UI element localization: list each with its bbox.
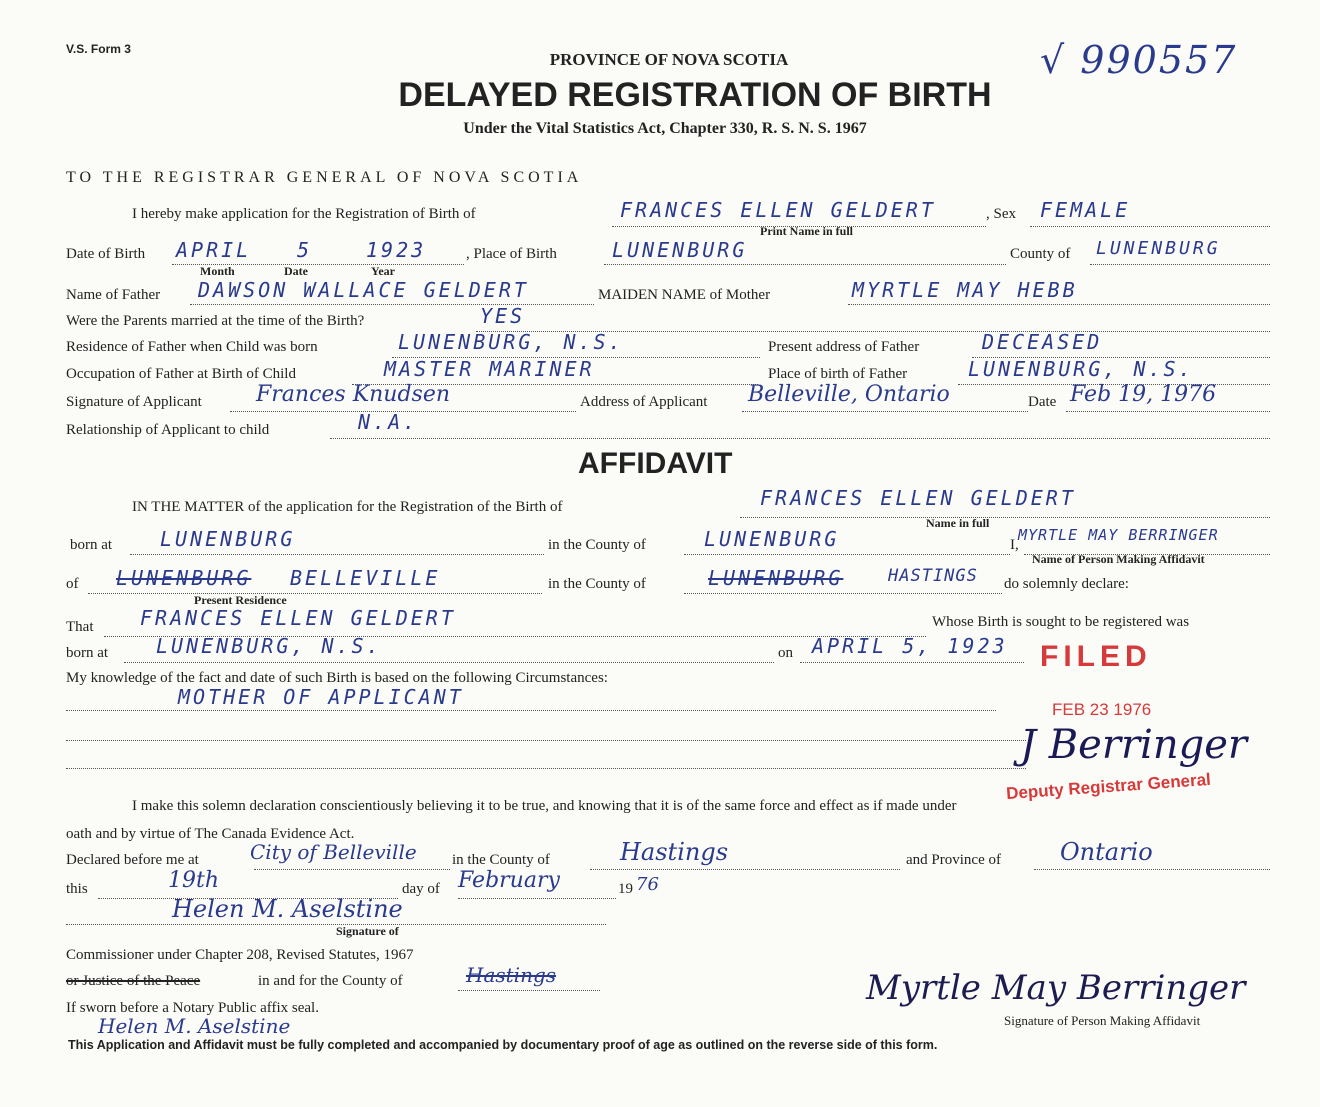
page-subtitle: Under the Vital Statistics Act, Chapter 330, R. S. N. S. 1967 [463, 120, 867, 137]
county-label: County of [1010, 246, 1071, 262]
county-line [1090, 264, 1270, 265]
form-id: V.S. Form 3 [66, 42, 131, 56]
circumstances-line-2 [66, 740, 1026, 741]
commissioner-county-field[interactable]: Hastings [466, 963, 557, 987]
commissioner-signature[interactable]: Helen M. Aselstine [172, 895, 403, 923]
month-field[interactable]: February [458, 868, 560, 893]
date-label: Date [1028, 394, 1057, 410]
mother-label: MAIDEN NAME of Mother [598, 287, 771, 303]
day-label: Date [284, 264, 308, 278]
present-residence-label: Present Residence [194, 593, 287, 607]
registrar-title-stamp: Deputy Registrar General [1005, 769, 1212, 804]
affidavit-county-field[interactable]: LUNENBURG [704, 527, 840, 551]
this-label: this [66, 881, 88, 897]
born-at2-field[interactable]: LUNENBURG, N.S. [156, 634, 382, 658]
father-name-field[interactable]: DAWSON WALLACE GELDERT [198, 278, 529, 302]
knowledge-label: My knowledge of the fact and date of such Birth is based on the following Circumstances: [66, 670, 608, 686]
relationship-label: Relationship of Applicant to child [66, 422, 270, 438]
mother-line [848, 304, 1270, 305]
sex-line [1030, 226, 1270, 227]
residence-affidavit-line [88, 593, 542, 594]
affidavit-heading: AFFIDAVIT [578, 447, 733, 480]
married-label: Were the Parents married at the time of the Birth? [66, 313, 365, 329]
dob-day-field[interactable]: 5 [297, 238, 313, 262]
residence-field[interactable]: LUNENBURG, N.S. [398, 330, 624, 354]
declared-label: Declared before me at [66, 852, 199, 868]
filed-stamp: FILED [1040, 640, 1152, 673]
affidavit-matter-label: IN THE MATTER of the application for the Registration of the Birth of [132, 499, 563, 515]
application-intro-label: I hereby make application for the Registration of Birth of [132, 206, 476, 222]
applicant-address-line [742, 411, 1028, 412]
commissioner-label: Commissioner under Chapter 208, Revised Statutes, 1967 [66, 947, 414, 963]
page-title: DELAYED REGISTRATION OF BIRTH [398, 76, 992, 114]
place-label: , Place of Birth [466, 246, 557, 262]
whose-birth-label: Whose Birth is sought to be registered was [932, 614, 1190, 630]
year-label: Year [371, 264, 395, 278]
county2-struck-field: LUNENBURG [708, 566, 844, 590]
occupation-label: Occupation of Father at Birth of Child [66, 366, 296, 382]
present-address-label: Present address of Father [768, 339, 920, 355]
addressee: TO THE REGISTRAR GENERAL OF NOVA SCOTIA [66, 169, 583, 186]
affidavit-county-line [684, 554, 1010, 555]
on-date-field[interactable]: APRIL 5, 1923 [812, 634, 1008, 658]
residence-struck-field: LUNENBURG [116, 566, 252, 590]
year-field[interactable]: 76 [636, 874, 659, 895]
dob-month-field[interactable]: APRIL [176, 238, 252, 262]
affidavit-county2-field[interactable]: HASTINGS [888, 566, 978, 586]
declared-line [254, 869, 450, 870]
circumstances-line-1 [66, 710, 996, 711]
name-in-full-label: Name in full [926, 516, 990, 530]
signature-label: Signature of Applicant [66, 394, 202, 410]
on-line [800, 662, 1024, 663]
date-line [1066, 411, 1270, 412]
declaration-line-2: oath and by virtue of The Canada Evidence Act. [66, 826, 355, 842]
father-label: Name of Father [66, 287, 161, 303]
circumstances-field[interactable]: MOTHER OF APPLICANT [178, 685, 464, 709]
born-at2-label: born at [66, 645, 109, 661]
day-of-label: day of [402, 881, 440, 897]
i-label: I, [1010, 537, 1019, 553]
place-of-birth-field[interactable]: LUNENBURG [612, 238, 748, 262]
year-prefix: 19 [618, 881, 633, 897]
father-birthplace-field[interactable]: LUNENBURG, N.S. [968, 357, 1194, 381]
day-field[interactable]: 19th [168, 868, 220, 893]
deponent-signature-label: Signature of Person Making Affidavit [1004, 1013, 1201, 1028]
affidavit-residence-field[interactable]: BELLEVILLE [290, 566, 441, 590]
father-line [190, 304, 594, 305]
applicant-address-field[interactable]: Belleville, Ontario [748, 382, 950, 407]
affidavit-county2-label: in the County of [548, 576, 646, 592]
occupation-field[interactable]: MASTER MARINER [384, 357, 595, 381]
that-label: That [66, 619, 94, 635]
relationship-line [330, 438, 1270, 439]
applicant-signature[interactable]: Frances Knudsen [256, 382, 451, 407]
signature-of-label: Signature of [336, 924, 399, 938]
born-at-label: born at [70, 537, 113, 553]
sex-field[interactable]: FEMALE [1040, 198, 1131, 222]
of-label: of [66, 576, 79, 592]
subject-name-field[interactable]: FRANCES ELLEN GELDERT [140, 606, 456, 630]
relationship-field[interactable]: N.A. [358, 410, 419, 434]
in-and-for-label: in and for the County of [258, 973, 403, 989]
handwritten-number: √ 990557 [1040, 38, 1238, 82]
affidavit-county-label: in the County of [548, 537, 646, 553]
mother-name-field[interactable]: MYRTLE MAY HEBB [852, 278, 1078, 302]
affidavit-county2-line [684, 593, 1002, 594]
filed-date-stamp: FEB 23 1976 [1052, 700, 1152, 719]
present-address-field[interactable]: DECEASED [982, 330, 1103, 354]
month-line [458, 898, 616, 899]
date-field[interactable]: Feb 19, 1976 [1070, 382, 1217, 407]
commissioner-county-line [458, 990, 600, 991]
province-heading: PROVINCE OF NOVA SCOTIA [549, 50, 789, 69]
declaration-line-1: I make this solemn declaration conscientiously believing it to be true, and knowing that it is of the same force and effect as if made under [132, 798, 957, 814]
declare-label: do solemnly declare: [1004, 576, 1129, 592]
county3-label: in the County of [452, 852, 550, 868]
born-at2-line [124, 662, 774, 663]
footer-note: This Application and Affidavit must be fully completed and accompanied by documentary proof of age as outlined on the reverse side of this form. [68, 1038, 938, 1052]
on-label: on [778, 645, 793, 661]
month-label: Month [200, 264, 235, 278]
born-at-field[interactable]: LUNENBURG [160, 527, 296, 551]
county3-field[interactable]: Hastings [620, 838, 729, 866]
deponent-signature[interactable]: Myrtle May Berringer [866, 968, 1246, 1008]
affidavit-name-field[interactable]: FRANCES ELLEN GELDERT [760, 486, 1076, 510]
place-line [604, 264, 1006, 265]
circumstances-line-3 [66, 768, 1026, 769]
declared-at-field[interactable]: City of Belleville [250, 840, 417, 864]
applicant-name-field[interactable]: FRANCES ELLEN GELDERT [620, 198, 936, 222]
county3-line [590, 869, 900, 870]
county-field[interactable]: LUNENBURG [1096, 238, 1221, 259]
married-field[interactable]: YES [480, 304, 526, 328]
province-field[interactable]: Ontario [1060, 838, 1153, 866]
dob-year-field[interactable]: 1923 [366, 238, 427, 262]
dob-label: Date of Birth [66, 246, 146, 262]
father-birthplace-label: Place of birth of Father [768, 366, 908, 382]
commissioner-name-below: Helen M. Aselstine [98, 1014, 291, 1038]
registrar-signature: J Berringer [1020, 722, 1248, 768]
applicant-address-label: Address of Applicant [580, 394, 708, 410]
deponent-label: Name of Person Making Affidavit [1032, 552, 1205, 566]
born-at-line [130, 554, 544, 555]
province-label: and Province of [906, 852, 1001, 868]
print-name-label: Print Name in full [760, 224, 853, 238]
affidavit-name-line [740, 517, 1270, 518]
deponent-field[interactable]: MYRTLE MAY BERRINGER [1018, 526, 1219, 544]
residence-label: Residence of Father when Child was born [66, 339, 318, 355]
justice-struck-label: or Justice of the Peace [66, 973, 201, 989]
province-line [1034, 869, 1270, 870]
notary-label: If sworn before a Notary Public affix seal. [66, 1000, 319, 1016]
sex-label: , Sex [986, 206, 1016, 222]
